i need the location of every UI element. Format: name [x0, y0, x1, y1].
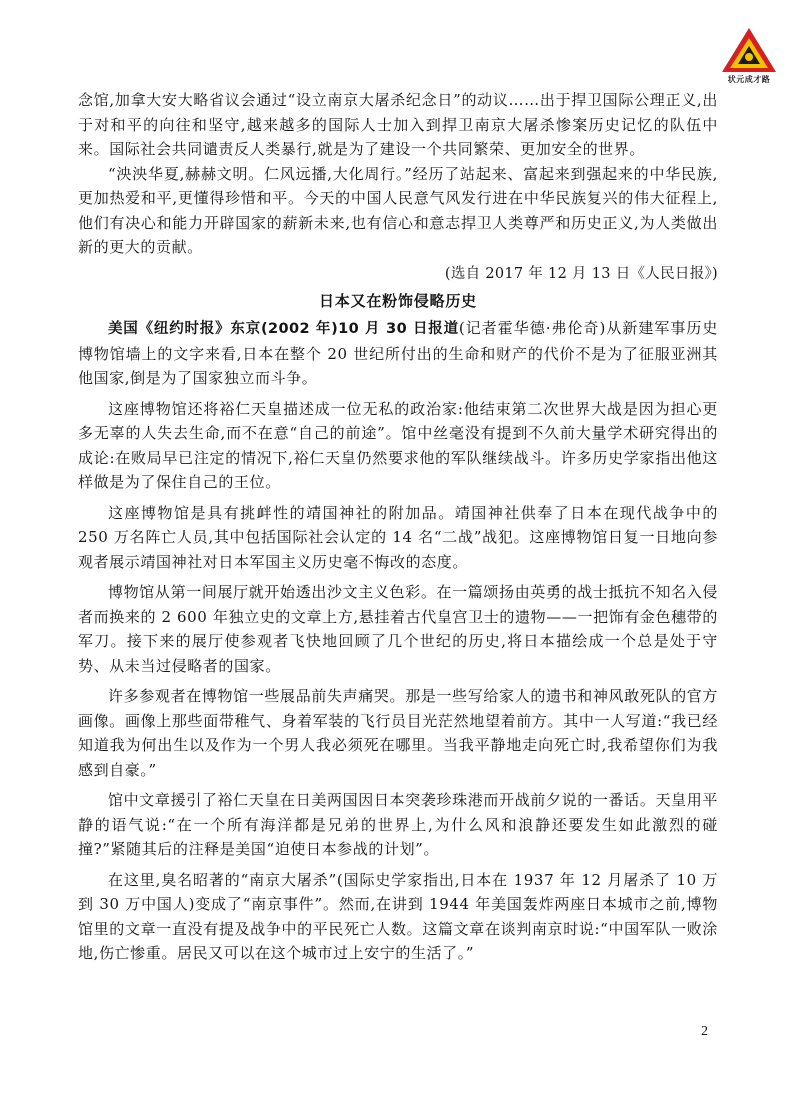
continued-paragraph: 念馆,加拿大安大略省议会通过“设立南京大屠杀纪念日”的动议……出于捍卫国际公理正义,出于对和平的向往和坚守,越来越多的国际人士加入到捍卫南京大屠杀惨案历史记忆的队伍中来。国际社会共同谴责反人类暴行,就是为了建设一个共同繁荣、更加安全的世界。: [78, 91, 718, 158]
publisher-logo: [720, 26, 778, 90]
source-citation: (选自 2017 年 12 月 13 日《人民日报》): [444, 265, 718, 282]
paragraph: “泱泱华夏,赫赫文明。仁风远播,大化周行。”经历了站起来、富起来到强起来的中华民族,更加热爱和平,更懂得珍惜和平。今天的中国人民意气风发行进在中华民族复兴的伟大征程上,他们有决心和能力开辟国家的薪新未来,也有信心和意志捍卫人类尊严和历史正义,为人类做出新的更大的贡献。: [78, 164, 718, 256]
logo-text: 状元成才路: [727, 75, 771, 84]
paragraph: 博物馆从第一间展厅就开始透出沙文主义色彩。在一篇颂扬由英勇的战士抵抗不知名入侵者而换来的 2 600 年独立史的文章上方,悬挂着古代皇宫卫士的遗物——一把饰有金色穗带的军刀。接下来的展厅使参观者飞快地回顾了几个世纪的历史,将日本描绘成一个总是处于守势、从未当过侵略者的国家。: [78, 583, 718, 675]
article-content: [78, 88, 718, 966]
paragraph: 许多参观者在博物馆一些展品前失声痛哭。那是一些写给家人的遗书和神风敢死队的官方画像。画像上那些面带稚气、身着军装的飞行员目光茫然地望着前方。其中一人写道:“我已经知道我为何出生以及作为一个男人我必须死在哪里。当我平静地走向死亡时,我希望你们为我感到自豪。”: [78, 687, 718, 779]
page-number: 2: [701, 1024, 708, 1039]
paragraph: 馆中文章援引了裕仁天皇在日美两国因日本突袭珍珠港而开战前夕说的一番话。天皇用平静的语气说:“在一个所有海洋都是兄弟的世界上,为什么风和浪静还要发生如此激烈的碰撞?”紧随其后的注释是美国“迫使日本参战的计划”。: [78, 791, 718, 858]
dateline: 美国《纽约时报》东京(2002 年)10 月 30 日报道: [108, 321, 459, 337]
paragraph: 在这里,臭名昭著的“南京大屠杀”(国际史学家指出,日本在 1937 年 12 月屠杀了 10 万到 30 万中国人)变成了“南京事件”。然而,在讲到 1944 年美国轰炸两座日本城市之前,博物馆里的文章一直没有提及战争中的平民死亡人数。这篇文章在谈判南京时说:“中国军队一败涂地,伤亡惨重。居民又可以在这个城市过上安宁的生活了。”: [78, 870, 718, 962]
article-title: 日本又在粉饰侵略历史: [318, 292, 477, 310]
lead-paragraph: [78, 316, 718, 391]
paragraph: 这座博物馆是具有挑衅性的靖国神社的附加品。靖国神社供奉了日本在现代战争中的 250 万名阵亡人员,其中包括国际社会认定的 14 名“二战”战犯。这座博物馆日复一日地向参观者展示靖国神社对日本军国主义历史毫不悔改的态度。: [78, 503, 718, 571]
lead-text: (记者霍华德·弗伦奇)从新建军事历史博物馆墙上的文字来看,日本在整个 20 世纪所付出的生命和财产的代价不是为了征服亚洲其他国家,倒是为了国家独立而斗争。: [78, 319, 718, 387]
logo-triangle-icon: [720, 26, 778, 76]
paragraph: 这座博物馆还将裕仁天皇描述成一位无私的政治家:他结束第二次世界大战是因为担心更多无辜的人失去生命,而不在意“自己的前途”。馆中丝毫没有提到不久前大量学术研究得出的成论:在败局早已注定的情况下,裕仁天皇仍然要求他的军队继续战斗。许多历史学家指出他这样做是为了保住自己的王位。: [78, 399, 718, 491]
